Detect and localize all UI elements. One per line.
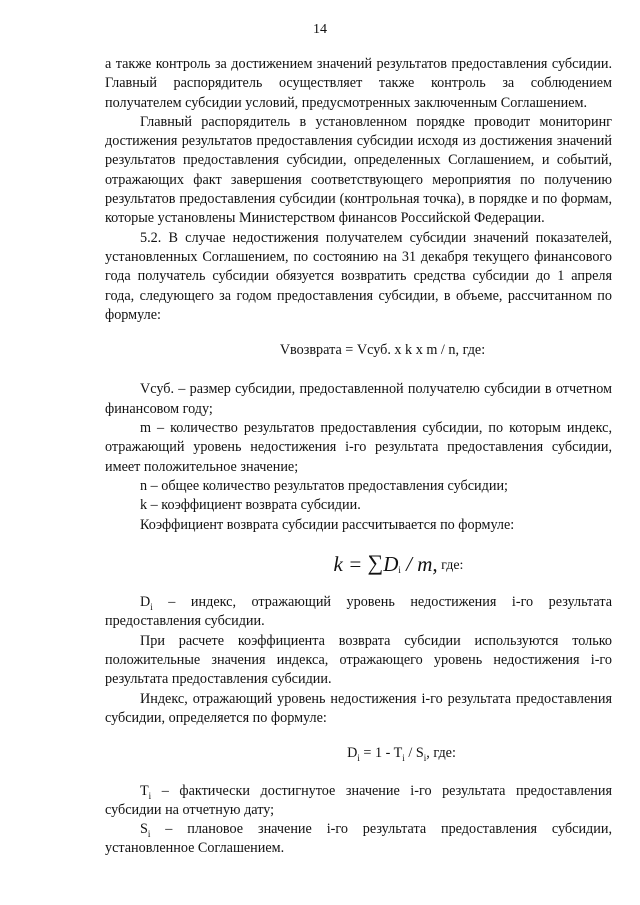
paragraph-index-formula-intro: Индекс, отражающий уровень недостижения i-го результата предоставления субсидии, определяется по формуле: xyxy=(105,690,612,726)
paragraph-monitoring: Главный распорядитель в установленном порядке проводит мониторинг достижения результатов предоставления субсидии исходя из достижения значений результатов предоставления субсидии, определенных Соглашением, и событий, отражающих факт завершения соответствующего мероприятия по получению результатов предоставления субсидии (контрольная точка), в порядке и по формам, которые установлены Министерством финансов Российской Федерации. xyxy=(105,113,612,227)
definition-ti xyxy=(105,782,612,821)
sum-symbol: ∑ xyxy=(367,549,384,575)
paragraph-control: а также контроль за достижением значений результатов предоставления субсидии. Главный распорядитель осуществляет также контроль за соблюдением получателем субсидии условий, предусмотренных заключенным Соглашением. xyxy=(105,56,612,111)
ti-subscript: i xyxy=(148,790,152,801)
definition-si xyxy=(105,820,612,859)
formula-index-where: , где: xyxy=(426,745,456,762)
di-symbol: D xyxy=(140,594,151,611)
formula-k-rest: / m, xyxy=(400,551,438,576)
formula-index-s-subscript: i xyxy=(423,753,427,764)
definition-di xyxy=(105,593,612,632)
formula-k-lhs: k = xyxy=(333,551,368,576)
formula-index-d-subscript: i xyxy=(357,753,360,764)
page-number: 14 xyxy=(313,22,327,37)
paragraph-5-2: 5.2. В случае недостижения получателем субсидии значений показателей, установленных Соглашением, по состоянию на 31 декабря текущего финансового года получатель субсидии обязуется возвратить средства субсидии до 1 апреля года, следующего за годом предоставления субсидии, в объеме, рассчитанном по формуле: xyxy=(105,229,612,323)
formula-index-t-subscript: i xyxy=(402,753,405,764)
formula-d-subscript: i xyxy=(398,564,401,575)
formula-index-div: / S xyxy=(404,745,424,762)
definition-m: m – количество результатов предоставления субсидии, по которым индекс, отражающий уровень недостижения i-го результата предоставления субсидии, имеет положительное значение; xyxy=(105,420,612,475)
definition-k: k – коэффициент возврата субсидии. xyxy=(140,497,361,514)
formula-d: D xyxy=(383,551,399,576)
paragraph-coefficient-formula-intro: Коэффициент возврата субсидии рассчитывается по формуле: xyxy=(140,516,515,533)
formula-return-volume: Vвозврата = Vсуб. x k x m / n, где: xyxy=(279,342,486,359)
si-symbol: S xyxy=(140,821,148,838)
formula-where: где: xyxy=(437,557,464,573)
definition-vsub: Vсуб. – размер субсидии, предоставленной получателю субсидии в отчетном финансовом году; xyxy=(105,381,612,417)
di-subscript: i xyxy=(150,601,153,612)
paragraph-positive-values: При расчете коэффициента возврата субсидии используются только положительные значения индекса, отражающего уровень недостижения i-го результата предоставления субсидии. xyxy=(105,632,612,688)
si-subscript: i xyxy=(147,828,151,839)
definition-n: n – общее количество результатов предоставления субсидии; xyxy=(140,477,508,494)
di-text: – индекс, отражающий уровень недостижения i-го результата предоставления субсидии. xyxy=(105,594,612,630)
formula-index-eq: = 1 - T xyxy=(359,745,403,762)
formula-coefficient xyxy=(105,535,612,593)
document-body xyxy=(105,55,612,859)
formula-index-d: D xyxy=(347,745,358,762)
formula-index xyxy=(105,728,612,781)
ti-text: – фактически достигнутое значение i-го результата предоставления субсидии на отчетную дату; xyxy=(105,782,612,818)
ti-symbol: T xyxy=(140,782,149,799)
si-text: – плановое значение i-го результата предоставления субсидии, установленное Соглашением. xyxy=(105,821,612,857)
